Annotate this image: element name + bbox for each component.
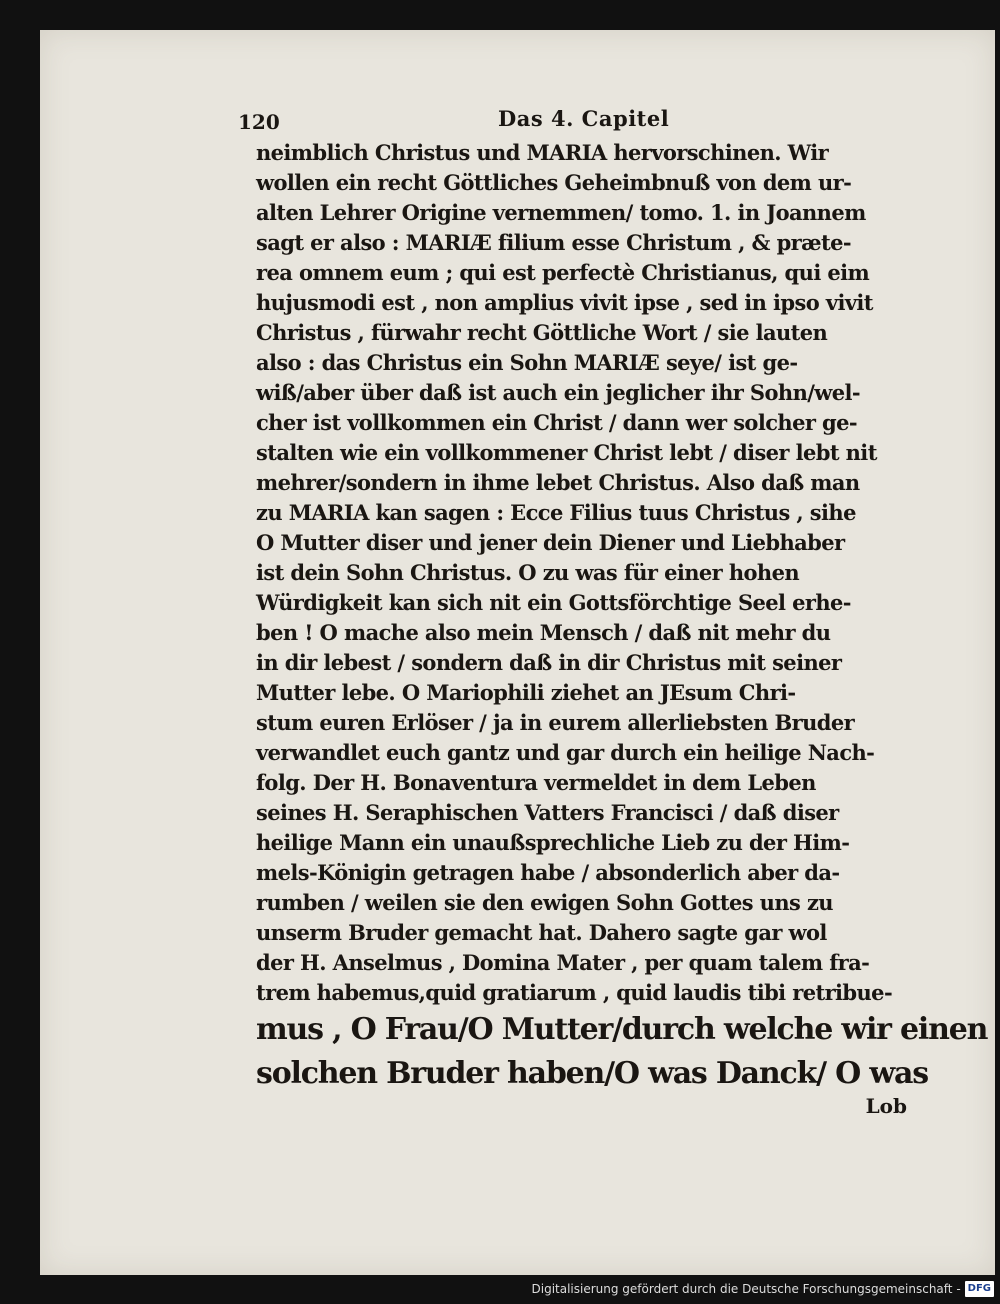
text-line: Würdigkeit kan sich nit ein Gottsförchtige Seel erhe- [256,590,851,615]
text-line: cher ist vollkommen ein Christ / dann wer solcher ge- [256,410,857,435]
running-header [238,106,698,138]
funding-footer [532,1280,995,1298]
text-line: wiß/aber über daß ist auch ein jeglicher ihr Sohn/wel- [256,380,861,405]
text-line: heilige Mann ein unaußsprechliche Lieb zu der Him- [256,830,850,855]
text-line: mels-Königin getragen habe / absonderlich aber da- [256,860,840,885]
body-text [256,138,988,1096]
text-line: alten Lehrer Origine vernemmen/ tomo. 1. in Joannem [256,200,866,225]
text-line: wollen ein recht Göttliches Geheimbnuß von dem ur- [256,170,852,195]
text-line: der H. Anselmus , Domina Mater , per quam talem fra- [256,950,870,975]
text-line: ist dein Sohn Christus. O zu was für einer hohen [256,560,800,585]
text-line: sagt er also : MARIÆ filium esse Christum , & præte- [256,230,851,255]
funding-notice: Digitalisierung gefördert durch die Deutsche Forschungsgemeinschaft - [531,1282,961,1296]
text-line: in dir lebest / sondern daß in dir Christus mit seiner [256,650,842,675]
text-line: stalten wie ein vollkommener Christ lebt / diser lebt nit [256,440,877,465]
text-line: Christus , fürwahr recht Göttliche Wort / sie lauten [256,320,828,345]
text-line: mus , O Frau/O Mutter/durch welche wir einen [256,1012,988,1047]
text-line: seines H. Seraphischen Vatters Francisci / daß diser [256,800,839,825]
text-line: trem habemus,quid gratiarum , quid laudis tibi retribue- [256,980,893,1005]
catchword: Lob [865,1094,907,1118]
dfg-logo-icon: DFG [965,1281,994,1297]
text-line: neimblich Christus und MARIA hervorschinen. Wir [256,140,829,165]
text-line: also : das Christus ein Sohn MARIÆ seye/ ist ge- [256,350,798,375]
text-line: stum euren Erlöser / ja in eurem allerliebsten Bruder [256,710,855,735]
text-line: zu MARIA kan sagen : Ecce Filius tuus Christus , sihe [256,500,856,525]
text-line: solchen Bruder haben/O was Danck/ O was [256,1056,928,1091]
text-line: ben ! O mache also mein Mensch / daß nit mehr du [256,620,831,645]
text-line: rumben / weilen sie den ewigen Sohn Gottes uns zu [256,890,833,915]
text-line: rea omnem eum ; qui est perfectè Christianus, qui eim [256,260,870,285]
page-number: 120 [238,110,280,134]
text-line: hujusmodi est , non amplius vivit ipse , sed in ipso vivit [256,290,873,315]
text-line: folg. Der H. Bonaventura vermeldet in dem Leben [256,770,816,795]
text-line: unserm Bruder gemacht hat. Dahero sagte gar wol [256,920,827,945]
text-line: mehrer/sondern in ihme lebet Christus. Also daß man [256,470,860,495]
text-line: verwandlet euch gantz und gar durch ein heilige Nach- [256,740,875,765]
book-page [40,30,995,1275]
chapter-title: Das 4. Capitel [498,106,670,131]
text-line: Mutter lebe. O Mariophili ziehet an JEsum Chri- [256,680,796,705]
text-line: O Mutter diser und jener dein Diener und Liebhaber [256,530,845,555]
